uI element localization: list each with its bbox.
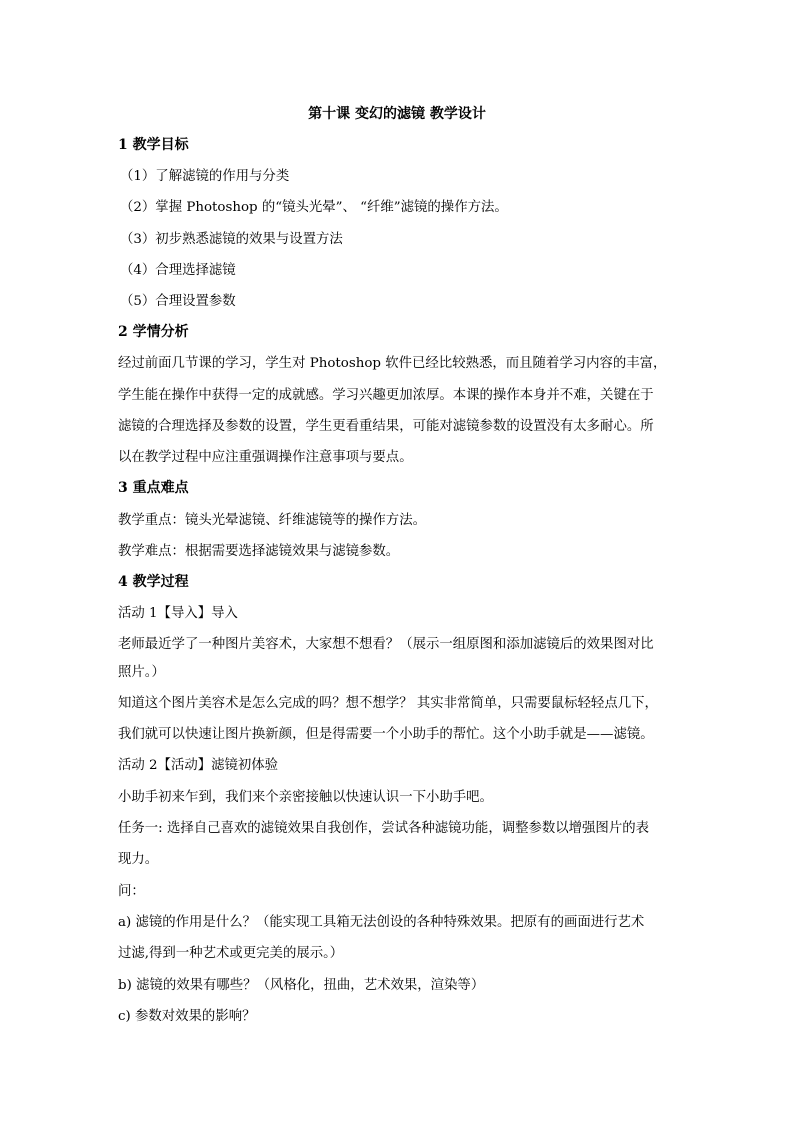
goal-item: （2）掌握 Photoshop 的“镜头光晕”、 “纤维”滤镜的操作方法。 bbox=[120, 200, 508, 215]
paragraph-line: 现力。 bbox=[118, 852, 159, 867]
goal-item: （4）合理选择滤镜 bbox=[120, 263, 236, 278]
section-heading-process: 4 教学过程 bbox=[118, 574, 189, 590]
paragraph-line: b) 滤镜的效果有哪些？（风格化，扭曲，艺术效果，渲染等） bbox=[118, 978, 485, 993]
paragraph-line: 过滤,得到一种艺术或更完美的展示。） bbox=[118, 946, 344, 961]
paragraph-line: 我们就可以快速让图片换新颜，但是得需要一个小助手的帮忙。这个小助手就是——滤镜。 bbox=[118, 727, 654, 742]
paragraph-line: 问： bbox=[118, 884, 145, 899]
paragraph-line: 滤镜的合理选择及参数的设置，学生更看重结果，可能对滤镜参数的设置没有太多耐心。所 bbox=[118, 419, 654, 434]
paragraph-line: 学生能在操作中获得一定的成就感。学习兴趣更加浓厚。本课的操作本身并不难，关键在于 bbox=[118, 388, 654, 403]
paragraph-line: 活动 1【导入】导入 bbox=[118, 606, 238, 621]
paragraph-line: 知道这个图片美容术是怎么完成的吗？想不想学？ 其实非常简单，只需要鼠标轻轻点几下， bbox=[118, 696, 658, 711]
paragraph-line: 以在教学过程中应注重强调操作注意事项与要点。 bbox=[118, 450, 413, 465]
paragraph-line: 任务一: 选择自己喜欢的滤镜效果自我创作，尝试各种滤镜功能，调整参数以增强图片的表 bbox=[118, 821, 649, 836]
paragraph-line: 教学难点：根据需要选择滤镜效果与滤镜参数。 bbox=[118, 544, 400, 559]
section-heading-keypoints: 3 重点难点 bbox=[118, 480, 189, 496]
paragraph-line: 活动 2【活动】滤镜初体验 bbox=[118, 758, 279, 773]
paragraph-line: 小助手初来乍到，我们来个亲密接触以快速认识一下小助手吧。 bbox=[118, 790, 493, 805]
paragraph-line: 照片。） bbox=[118, 665, 165, 680]
paragraph-line: 经过前面几节课的学习，学生对 Photoshop 软件已经比较熟悉，而且随着学习内容的丰富， bbox=[118, 356, 667, 371]
paragraph-line: a) 滤镜的作用是什么？（能实现工具箱无法创设的各种特殊效果。把原有的画面进行艺术 bbox=[118, 915, 645, 930]
goal-item: （5）合理设置参数 bbox=[120, 294, 236, 309]
section-heading-analysis: 2 学情分析 bbox=[118, 324, 189, 340]
section-heading-goals: 1 教学目标 bbox=[118, 137, 189, 153]
goal-item: （3）初步熟悉滤镜的效果与设置方法 bbox=[120, 232, 343, 247]
paragraph-line: 老师最近学了一种图片美容术，大家想不想看？（展示一组原图和添加滤镜后的效果图对比 bbox=[118, 637, 654, 652]
document-title: 第十课 变幻的滤镜 教学设计 bbox=[308, 106, 486, 122]
goal-item: （1）了解滤镜的作用与分类 bbox=[120, 169, 290, 184]
paragraph-line: c) 参数对效果的影响？ bbox=[118, 1009, 256, 1024]
paragraph-line: 教学重点：镜头光晕滤镜、纤维滤镜等的操作方法。 bbox=[118, 513, 426, 528]
